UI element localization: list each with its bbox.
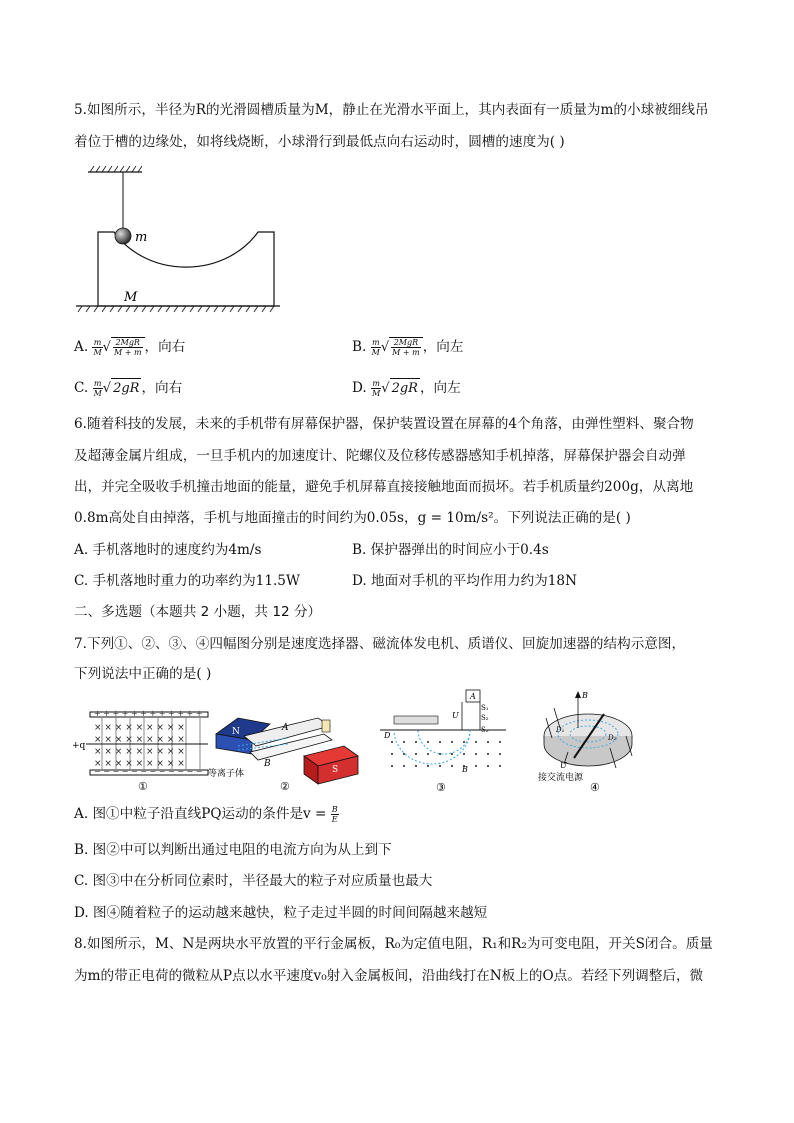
svg-text:× × × × × × × × ×: × × × × × × × × × <box>94 723 185 733</box>
q5-option-b: B. $\frac{m}{M}$ √ $\frac{\text{2MgR}}{M + m}$ ，向左 <box>352 338 464 357</box>
plasma-caption: 等离子体 <box>208 769 245 779</box>
sqrt-num: 2MgR <box>391 338 421 348</box>
q7-figure-1 <box>72 706 212 796</box>
frac-den: M <box>372 389 381 398</box>
svg-text:× × × × × × × × ×: × × × × × × × × × <box>94 759 185 769</box>
option-letter: D. <box>352 380 367 396</box>
dee-d2-label: D₂ <box>608 734 617 742</box>
fig2-number: ② <box>280 780 290 793</box>
fig3-number: ③ <box>436 781 446 794</box>
cyclotron-b-label: B <box>582 691 588 700</box>
q5-line2: 着位于槽的边缘处，如将线烧断，小球滑行到最低点向右运动时，圆槽的速度为( ) <box>74 134 565 150</box>
q7-option-d: D. 图④随着粒子的运动越来越快，粒子走过半圆的时间间隔越来越短 <box>74 905 488 921</box>
sqrt-den: M + m <box>113 348 142 357</box>
plate-b-label: B <box>264 759 271 769</box>
velocity-selector-diagram <box>72 706 212 796</box>
q5-option-a: A. $\frac{m}{M}$ √ $\frac{\text{2MgR}}{M + m}$ ，向右 <box>74 338 186 357</box>
q6-line2: 及超薄金属片组成，一旦手机内的加速度计、陀螺仪及位移传感器感知手机掉落，屏幕保护器会自动弹 <box>74 448 686 464</box>
frac-num: m <box>93 379 102 388</box>
sqrt-num: 2MgR <box>113 338 143 348</box>
q6-option-d: D. 地面对手机的平均作用力约为18N <box>352 573 577 589</box>
option-direction: ，向右 <box>144 339 186 355</box>
ball <box>115 228 131 244</box>
q8-line2: 为m的带正电荷的微粒从P点以水平速度v₀射入金属板间，沿曲线打在N板上的O点。若经下列调整后，微 <box>74 968 704 984</box>
sqrt-radicand: 2gR <box>111 378 141 399</box>
q6-line1: 6.随着科技的发展，未来的手机带有屏幕保护器，保护装置设置在屏幕的4个角落，由弹性塑料、聚合物 <box>74 416 694 432</box>
q5-figure <box>74 164 284 314</box>
frac-den: E <box>331 815 338 824</box>
q8-line1: 8.如图所示，M、N是两块水平放置的平行金属板，R₀为定值电阻，R₁和R₂为可变电阻，开关S闭合。质量 <box>74 936 713 952</box>
q7-line1: 7.下列①、②、③、④四幅图分别是速度选择器、磁流体发电机、质谱仪、回旋加速器的结构示意图， <box>74 636 686 652</box>
q7-option-b: B. 图②中可以判断出通过电阻的电流方向为从上到下 <box>74 842 392 858</box>
option-letter: B. <box>352 339 367 355</box>
svg-text:+ + + + + + + + + + + +: + + + + + + + + + + + + <box>94 709 203 718</box>
sqrt-radicand: 2gR <box>390 378 420 399</box>
cyclotron-diagram <box>530 688 660 796</box>
ac-source-caption: 接交流电源 <box>538 773 584 783</box>
option-text: A. 图①中粒子沿直线PQ运动的条件是v = <box>74 806 327 822</box>
q7-figure-4 <box>530 688 660 796</box>
plate-d-label: D <box>384 731 391 740</box>
frac-num: m <box>93 338 102 347</box>
q6-line3: 出，并完全吸收手机撞击地面的能量，避免手机屏幕直接接触地面而损坏。若手机质量约200g，从离地 <box>74 479 694 495</box>
option-letter: C. <box>74 380 89 396</box>
q6-line4: 0.8m高处自由掉落，手机与地面撞击的时间约为0.05s，g = 10m/s²。下列说法正确的是( ) <box>74 510 631 526</box>
mhd-generator-diagram <box>208 706 368 796</box>
slit-s2-label: S₂ <box>481 714 489 722</box>
slit-s1-label: S₁ <box>481 704 489 712</box>
section-heading: 二、多选题（本题共 2 小题，共 12 分） <box>74 604 322 620</box>
q5-option-c: C. $\frac{m}{M}$ √ 2gR ，向右 <box>74 379 183 398</box>
option-letter: A. <box>74 339 89 355</box>
frac-num: m <box>371 338 380 347</box>
sqrt-den: M + m <box>392 348 420 357</box>
q7-figure-3 <box>378 688 508 796</box>
frac-den: M <box>371 348 380 357</box>
fig1-number: ① <box>138 780 148 793</box>
q6-option-c: C. 手机落地时重力的功率约为11.5W <box>74 573 300 589</box>
q6-option-b: B. 保护器弹出的时间应小于0.4s <box>352 542 549 558</box>
option-direction: ，向左 <box>422 339 464 355</box>
q7-option-c: C. 图③中在分析同位素时，半径最大的粒子对应质量也最大 <box>74 873 433 889</box>
mass-spectrometer-diagram <box>378 688 508 796</box>
plate-a-label: A <box>282 723 289 733</box>
frac-num: m <box>372 379 380 388</box>
frac-den: M <box>93 389 102 398</box>
cyclotron-u-label: U <box>560 761 567 770</box>
q7-option-a <box>74 804 339 824</box>
q5-line1: 5.如图所示，半径为R的光滑圆槽质量为M，静止在光滑水平面上，其内表面有一质量为m的小球被细线吊 <box>74 102 709 118</box>
q7-line2: 下列说法中正确的是( ) <box>74 666 212 682</box>
label-m: m <box>135 230 148 245</box>
voltage-u-label: U <box>452 711 459 720</box>
slit-s3-label: S₃ <box>481 726 489 734</box>
q7-figure-2 <box>208 706 368 796</box>
field-b-label: B <box>462 765 468 774</box>
option-direction: ，向左 <box>419 380 461 396</box>
q5-option-d: D. $\frac{m}{M}$ √ 2gR ，向左 <box>352 379 461 398</box>
q5-trough-diagram <box>74 164 284 314</box>
svg-text:× × × × × × × × ×: × × × × × × × × × <box>94 747 185 757</box>
dee-d1-label: D₁ <box>556 726 565 734</box>
source-a-label: A <box>470 692 476 701</box>
frac-num: B <box>331 805 338 814</box>
fig4-number: ④ <box>590 781 600 794</box>
svg-text:× × × × × × × × ×: × × × × × × × × × <box>94 735 185 745</box>
q6-option-a: A. 手机落地时的速度约为4m/s <box>74 542 262 558</box>
north-pole-label: N <box>232 727 240 737</box>
charge-label: +q <box>72 741 86 751</box>
svg-text:− − − − − − − − − − − −: − − − − − − − − − − − − <box>94 767 203 776</box>
label-M: M <box>124 290 138 305</box>
option-direction: ，向右 <box>141 380 183 396</box>
south-pole-label: S <box>332 765 339 775</box>
frac-den: M <box>93 348 102 357</box>
